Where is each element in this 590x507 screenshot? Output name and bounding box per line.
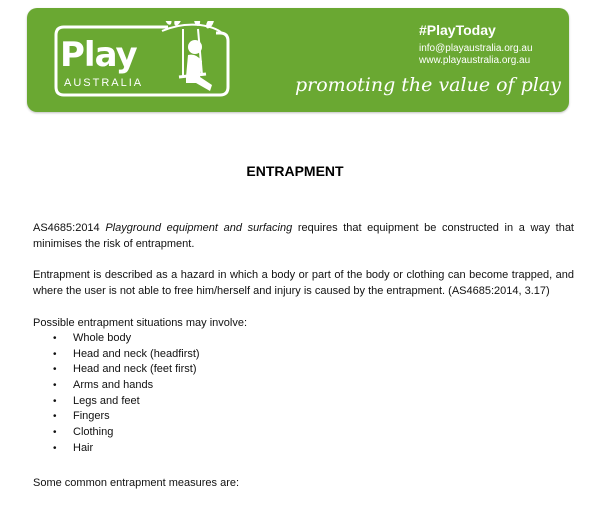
list-item: • Arms and hands bbox=[33, 378, 574, 394]
hashtag[interactable]: #PlayToday bbox=[419, 22, 496, 38]
header-banner bbox=[27, 8, 569, 112]
bullet-icon: • bbox=[53, 411, 57, 423]
bullet-icon: • bbox=[53, 427, 57, 439]
list-item: • Head and neck (headfirst) bbox=[33, 347, 574, 363]
logo-subtitle: AUSTRALIA bbox=[64, 77, 144, 89]
document-body bbox=[33, 220, 574, 491]
situations-intro: Possible entrapment situations may involve: bbox=[33, 317, 247, 329]
page-title: ENTRAPMENT bbox=[246, 163, 344, 179]
definition-paragraph: Entrapment is described as a hazard in which a body or part of the body or clothing can become trapped, and where the user is not able to free him/herself and injury is caused by the entrapment. (AS4685:2014, 3.17) bbox=[33, 269, 574, 297]
list-item: • Fingers bbox=[33, 409, 574, 425]
intro-paragraph bbox=[33, 220, 574, 252]
play-australia-logo[interactable] bbox=[50, 21, 236, 99]
bullet-icon: • bbox=[53, 395, 57, 407]
list-item: • Legs and feet bbox=[33, 394, 574, 410]
list-item: • Clothing bbox=[33, 425, 574, 441]
list-item: • Hair bbox=[33, 441, 574, 457]
situations-list bbox=[33, 331, 574, 457]
bullet-icon: • bbox=[53, 364, 57, 376]
bullet-icon: • bbox=[53, 333, 57, 344]
standard-reference: AS4685:2014 bbox=[33, 222, 106, 234]
logo-wordmark: Play bbox=[60, 35, 137, 75]
list-item: • Whole body bbox=[33, 331, 574, 347]
list-item: • Head and neck (feet first) bbox=[33, 362, 574, 378]
bullet-icon: • bbox=[53, 442, 57, 454]
bullet-icon: • bbox=[53, 348, 57, 360]
standard-title: Playground equipment and surfacing bbox=[105, 222, 293, 234]
email-link[interactable]: info@playaustralia.org.au bbox=[419, 43, 533, 54]
intro-text: requires that equipment be constructed in a way that minimises the risk of entrapment. bbox=[33, 222, 574, 250]
website-link[interactable]: www.playaustralia.org.au bbox=[419, 55, 531, 66]
tagline: promoting the value of play bbox=[295, 74, 561, 96]
measures-intro: Some common entrapment measures are: bbox=[33, 476, 240, 489]
contact-block bbox=[419, 43, 533, 67]
bullet-icon: • bbox=[53, 380, 57, 392]
